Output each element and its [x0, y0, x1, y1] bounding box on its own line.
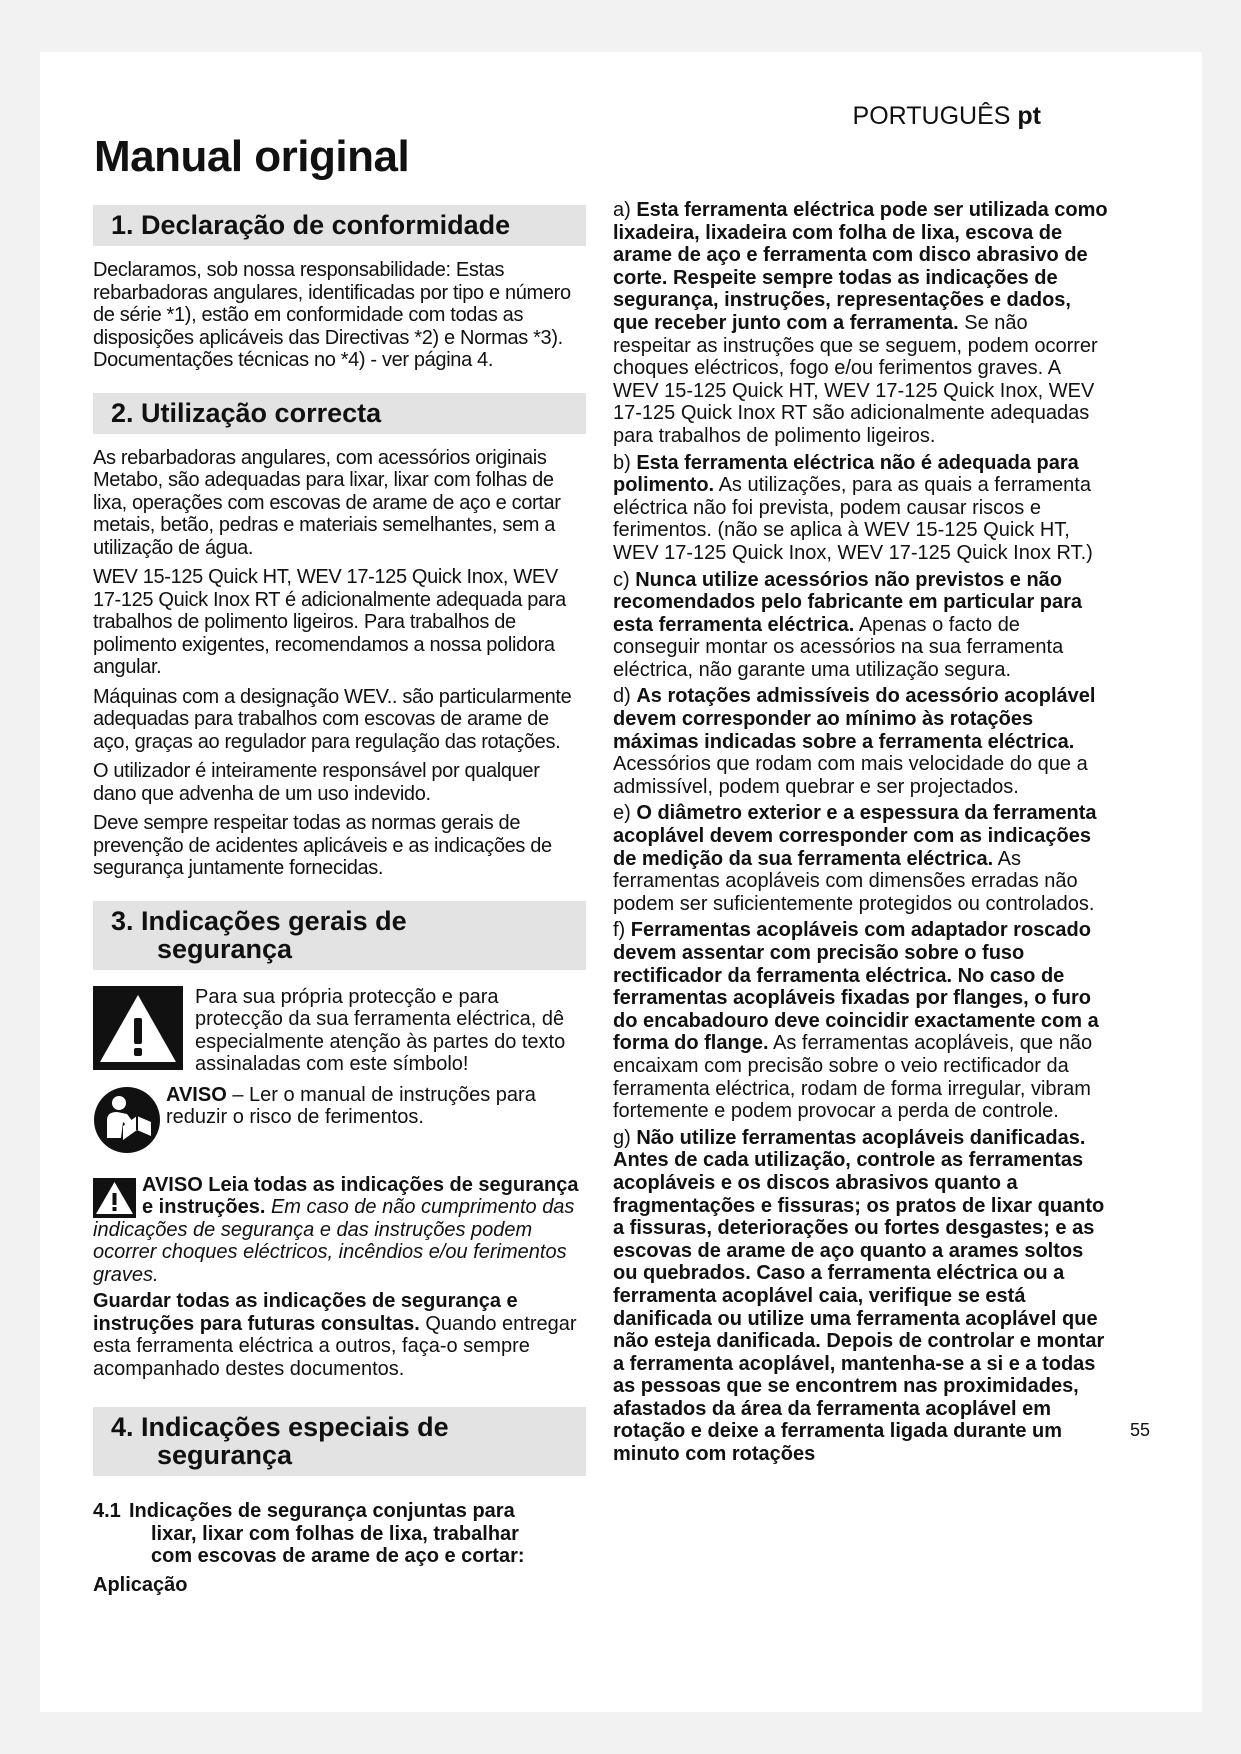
list-item-g: g) Não utilize ferramentas acopláveis danificadas. Antes de cada utilização, controle as ferramentas acopláveis e os discos abrasivos quanto a fragmentações e fissuras; os pratos de lixar quanto a fissuras, deteriorações ou fortes desgastes; e as escovas de arame de aço quanto a arames soltos ou quebrados. Caso a ferramenta eléctrica ou a ferramenta acoplável caia, verifique se está danificada ou utilize uma ferramenta acoplável que não esteja danificada. Depois de controlar e montar a ferramenta acoplável, mantenha-se a si e a todas as pessoas que se encontrem nas proximidades, afastados da área da ferramenta acoplável em rotação e deixe a ferramenta ligada durante um minuto com rotações	[613, 1126, 1105, 1466]
section-2-paragraph: Máquinas com a designação WEV.. são particularmente adequadas para trabalhos com escovas de arame de aço, graças ao regulador para regulação das rotações.	[93, 685, 572, 753]
section-2-paragraph: WEV 15-125 Quick HT, WEV 17-125 Quick Inox, WEV 17-125 Quick Inox RT é adicionalmente adequada para trabalhos de polimento ligeiros. Para trabalhos de polimento exigentes, recomendamos a nossa polidora angular.	[93, 566, 566, 678]
section-2-paragraph: Deve sempre respeitar todas as normas gerais de prevenção de acidentes aplicáveis e as indicações de segurança juntamente fornecidas.	[93, 812, 552, 879]
keep-instructions-paragraph: Guardar todas as indicações de segurança e instruções para futuras consultas. Quando entregar esta ferramenta eléctrica a outros, faça-o sempre acompanhado destes documentos.	[93, 1290, 577, 1380]
list-item-e: e) O diâmetro exterior e a espessura da ferramenta acoplável devem corresponder com as indicações de medição da sua ferramenta eléctrica. As ferramentas acopláveis com dimensões erradas não podem ser suficientemente protegidos ou controlados.	[613, 802, 1097, 915]
section-2-paragraph: O utilizador é inteiramente responsável por qualquer dano que advenha de um uso indevido.	[93, 760, 540, 805]
right-column	[613, 199, 1108, 1470]
section-2-heading: 2. Utilização correcta	[93, 393, 586, 434]
subsection-4-1-heading: 4.1 Indicações de segurança conjuntas para lixar, lixar com folhas de lixa, trabalhar com escovas de arame de aço e cortar:	[93, 1500, 525, 1567]
list-item-b: b) Esta ferramenta eléctrica não é adequada para polimento. As utilizações, para as quais a ferramenta eléctrica não foi prevista, podem causar riscos e ferimentos. (não se aplica à WEV 15-125 Quick HT, WEV 17-125 Quick Inox, WEV 17-125 Quick Inox RT.)	[613, 451, 1093, 564]
section-2-paragraph: As rebarbadoras angulares, com acessórios originais Metabo, são adequadas para lixar, lixar com folhas de lixa, operações com escovas de arame de aço e cortar metais, betão, pedras e materiais semelhantes, sem a utilização de água.	[93, 446, 561, 559]
page-title: Manual original	[94, 132, 410, 181]
application-heading: Aplicação	[93, 1573, 188, 1596]
list-item-f: f) Ferramentas acopláveis com adaptador roscado devem assentar com precisão sobre o fuso rectificador da ferramenta eléctrica. No caso de ferramentas acopláveis fixadas por flanges, o furo do encabadouro deve coincidir exactamente com a forma do flange. As ferramentas acopláveis, que não encaixam com precisão sobre o veio rectificador da ferramenta eléctrica, rodam de forma irregular, vibram fortemente e podem provocar a perda de controle.	[613, 919, 1099, 1123]
language-label: PORTUGUÊS pt	[852, 102, 1041, 130]
section-1-text: Declaramos, sob nossa responsabilidade: Estas rebarbadoras angulares, identificadas por tipo e número de série *1), estão em conformidade com todas as disposições aplicáveis das Directivas *2) e Normas *3). Documentações técnicas no *4) - ver página 4.	[93, 259, 571, 371]
warning-notice-text: Para sua própria protecção e para protecção da sua ferramenta eléctrica, dê especialmente atenção às partes do texto assinaladas com este símbolo!	[195, 985, 566, 1075]
page-number: 55	[1130, 1420, 1151, 1440]
safety-warning-paragraph: AVISO Leia todas as indicações de segurança e instruções. Em caso de não cumprimento das indicações de segurança e das instruções podem ocorrer choques eléctricos, incêndios e/ou ferimentos graves.	[93, 1173, 579, 1286]
list-item-a: a) Esta ferramenta eléctrica pode ser utilizada como lixadeira, lixadeira com folha de lixa, escova de arame de aço e ferramenta com disco abrasivo de corte. Respeite sempre todas as indicações de segurança, instruções, representações e dados, que receber junto com a ferramenta. Se não respeitar as instruções que se seguem, podem ocorrer choques eléctricos, fogo e/ou ferimentos graves. A WEV 15-125 Quick HT, WEV 17-125 Quick Inox, WEV 17-125 Quick Inox RT são adicionalmente adequadas para trabalhos de polimento ligeiros.	[613, 199, 1108, 447]
read-manual-text: AVISO – Ler o manual de instruções para reduzir o risco de ferimentos.	[166, 1083, 536, 1128]
warning-notice	[93, 986, 586, 1076]
warning-triangle-icon	[93, 1178, 136, 1218]
list-item-c: c) Nunca utilize acessórios não previstos e não recomendados pelo fabricante em particular para esta ferramenta eléctrica. Apenas o facto de conseguir montar os acessórios na sua ferramenta eléctrica, não garante uma utilização segura.	[613, 568, 1083, 681]
list-item-d: d) As rotações admissíveis do acessório acoplável devem corresponder ao mínimo às rotações máximas indicadas sobre a ferramenta eléctrica. Acessórios que rodam com mais velocidade do que a admissível, podem quebrar e ser projectados.	[613, 685, 1096, 798]
left-column	[93, 205, 586, 1600]
read-manual-notice	[93, 1084, 586, 1154]
warning-triangle-icon	[93, 986, 183, 1070]
section-3-heading: 3. Indicações gerais de segurança	[93, 901, 586, 970]
section-1-heading: 1. Declaração de conformidade	[93, 205, 586, 246]
section-4-heading: 4. Indicações especiais de segurança	[93, 1407, 586, 1476]
read-manual-icon	[93, 1086, 161, 1154]
